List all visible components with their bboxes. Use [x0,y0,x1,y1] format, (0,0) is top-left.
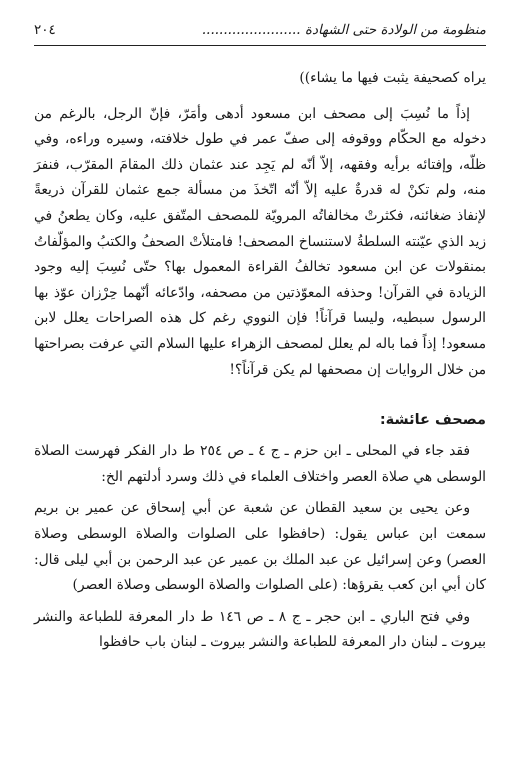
section-heading: مصحف عائشة: [379,412,486,429]
page-number: ٢٠٤ [34,22,56,38]
header-rule [34,45,486,46]
paragraph-muhalla: فقد جاء في المحلى ـ ابن حزم ـ ج ٤ ـ ص ٢٥٤ ط دار الفكر فهرست الصلاة الوسطى هي صلاة العصر واختلاف العلماء في ذلك وسرد أدلتهم الخ: [34,443,486,485]
running-header-title: منظومة من الولادة حتى الشهادة ....................... [201,22,486,38]
page-body [34,66,486,656]
running-header [34,22,486,38]
paragraph-narration: وعن يحيى بن سعيد القطان عن شعبة عن أبي إسحاق عن عمير بن بريم سمعت ابن عباس يقول: (حافظوا على الصلوات والصلاة الوسطى وصلاة العصر) وعن إسرائيل عن عبد الملك بن عمير عن عبد الرحمن بن أبي ليلى قال: كان أبي ابن كعب يقرؤها: (على الصلوات والصلاة الوسطى وصلاة العصر) [34,500,486,594]
paragraph-quote-end: يراه كصحيفة يثبت فيها ما يشاء)) [299,70,486,86]
paragraph-fath-al-bari: وفي فتح الباري ـ ابن حجر ـ ج ٨ ـ ص ١٤٦ ط دار المعرفة للطباعة والنشر بيروت ـ لبنان دار المعرفة للطباعة والنشر بيروت ـ لبنان باب حافظوا [34,608,486,651]
paragraph-ibn-masud: إذاً ما نُسِبَ إلى مصحف ابن مسعود أدهى وأمَرّ، فإنّ الرجل، بالرغم من دخوله مع الحكّام ووقوفه إلى صفّ عمر في طول خلافته، وسيره وراءه، وفي ظلّه، وإفتائه برأيه وفقهه، إلاّ أنّه لم يَجِد عند عثمان ذلك المقامَ المقرّب، فنفرَ منه، ولم تكنْ له قدرةٌ عليه إلاّ أنّه اتّخذَ من مسألة جمع عثمان للقرآن ذريعةً لإنفاذ ضغائنه، فكثرتْ مخالفاتُه المرويّة للمصحف المتّفق عليه، وكان يطعنُ في زيد الذي عيّنته السلطةُ لاستنساخ المصحف! فامتلأتْ الصحفُ والكتبُ والمؤلّفاتُ بمنقولات عن ابن مسعود تخالفُ القراءة المعمول بها؟ حتّى نُسِبَ إليه وجود الزيادة في القرآن! وحذفه المعوّذتين من مصحفه، وادّعائه أنّهما حِرْزان عوّذ بها الرسول سبطيه، وليسا قرآناً! فإن النووي رغم كل هذه الصراحات يعلل لابن مسعود! إذاً فما باله لم يعلل لمصحف الزهراء عليها السلام التي عرفت بصراحتها من خلال الروايات إن مصحفها لم يكن قرآناً؟! [34,105,486,378]
